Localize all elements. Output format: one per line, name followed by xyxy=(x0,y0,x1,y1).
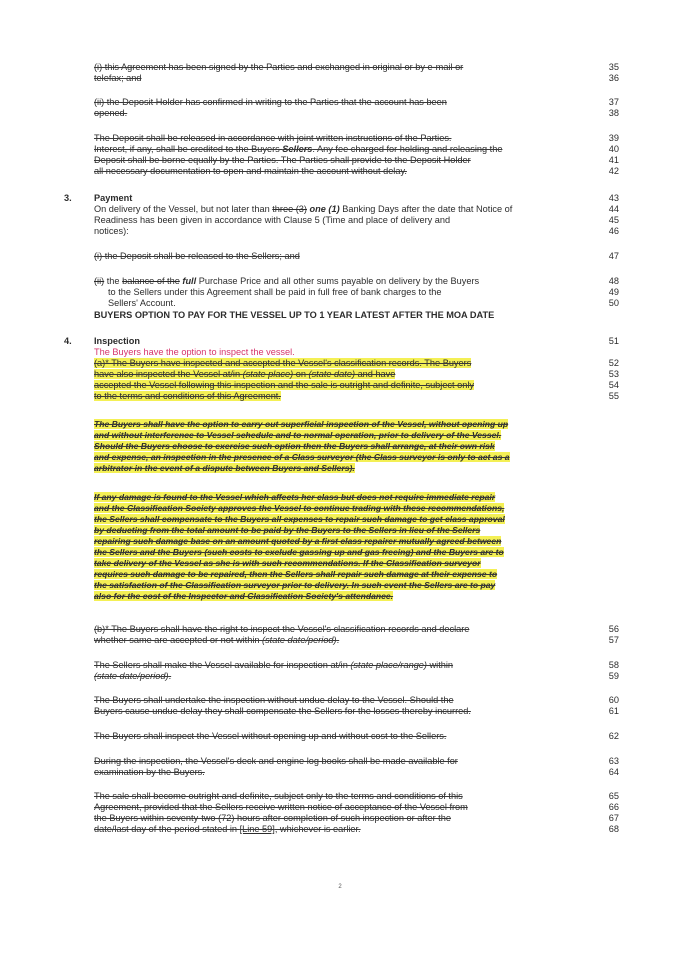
line-number: 36 xyxy=(608,73,619,83)
doc-line: Agreement, provided that the Sellers receive written notice of acceptance of the Vessel from xyxy=(94,802,468,812)
line-number: 57 xyxy=(608,635,619,645)
doc-line: (ii) the Deposit Holder has confirmed in writing to the Parties that the account has been xyxy=(94,97,447,107)
doc-line: Buyers cause undue delay they shall compensate the Sellers for the losses thereby incurred. xyxy=(94,706,471,716)
highlighted-line: and the Classification Society approves the Vessel to continue trading with these recommendations, xyxy=(94,503,505,513)
highlighted-line: If any damage is found to the Vessel which affects her class but does not require immediate repair xyxy=(94,492,496,502)
line-number: 60 xyxy=(608,695,619,705)
line-number: 65 xyxy=(608,791,619,801)
highlighted-line: the satisfaction of the Classification surveyor prior to delivery. In such event the Sellers are to pay xyxy=(94,580,496,590)
doc-line: On delivery of the Vessel, but not later than three (3) one (1) Banking Days after the date that Notice of xyxy=(94,204,513,214)
highlighted-line: arbitrator in the event of a dispute between Buyers and Sellers). xyxy=(94,463,355,473)
line-number: 58 xyxy=(608,660,619,670)
line-number: 38 xyxy=(608,108,619,118)
line-number: 46 xyxy=(608,226,619,236)
line-number: 45 xyxy=(608,215,619,225)
doc-line: all necessary documentation to open and maintain the account without delay. xyxy=(94,166,407,176)
highlighted-line: repairing such damage base on an amount quoted by a first class repairer mutually agreed between xyxy=(94,536,502,546)
highlighted-line: by deducting from the total amount to be paid by the Buyers to the Sellers in lieu of the Sellers xyxy=(94,525,481,535)
line-number: 41 xyxy=(608,155,619,165)
buyers-option-heading: BUYERS OPTION TO PAY FOR THE VESSEL UP TO 1 YEAR LATEST AFTER THE MOA DATE xyxy=(94,310,495,320)
line-number: 47 xyxy=(608,251,619,261)
line-number: 37 xyxy=(608,97,619,107)
highlighted-line: the Sellers shall compensate to the Buyers all expenses to repair such damage to get class approval xyxy=(94,514,505,524)
highlighted-line: also for the cost of the Inspector and Classification Society's attendance. xyxy=(94,591,394,601)
line-number: 55 xyxy=(608,391,619,401)
doc-line: The Buyers shall undertake the inspection without undue delay to the Vessel. Should the xyxy=(94,695,454,705)
doc-line: The Buyers shall inspect the Vessel without opening up and without cost to the Sellers. xyxy=(94,731,447,741)
highlighted-line: requires such damage to be repaired, then the Sellers shall repair such damage at their expense to xyxy=(94,569,498,579)
line-number: 52 xyxy=(608,358,619,368)
line-number: 48 xyxy=(608,276,619,286)
highlighted-line: the Sellers and the Buyers (such costs to exclude gassing up and gas freeing) and the Buyers are to xyxy=(94,547,504,557)
highlighted-line: to the terms and conditions of this Agreement. xyxy=(94,391,281,401)
cross-reference-link[interactable]: [Line 59] xyxy=(239,824,275,834)
section-title: Payment xyxy=(94,193,133,203)
line-number: 40 xyxy=(608,144,619,154)
line-number: 49 xyxy=(608,287,619,297)
doc-line: (b)* The Buyers shall have the right to inspect the Vessel's classification records and declare xyxy=(94,624,470,634)
highlighted-line: and without interference to Vessel schedule and to normal operation, prior to delivery of the Vessel. xyxy=(94,430,502,440)
highlighted-line: accepted the Vessel following this inspection and the sale is outright and definite, subject only xyxy=(94,380,474,390)
doc-line: to the Sellers under this Agreement shall be paid in full free of bank charges to the xyxy=(108,287,442,297)
inserted-clause-text: The Buyers have the option to inspect the vessel. xyxy=(94,347,295,357)
doc-line: examination by the Buyers. xyxy=(94,767,205,777)
doc-line: date/last day of the period stated in [Line 59], whichever is earlier. xyxy=(94,824,361,834)
doc-line: (state date/period). xyxy=(94,671,172,681)
line-number: 66 xyxy=(608,802,619,812)
line-number: 43 xyxy=(608,193,619,203)
line-number: 50 xyxy=(608,298,619,308)
line-number: 63 xyxy=(608,756,619,766)
highlighted-line: and expense, an inspection in the presence of a Class surveyor (the Class surveyor is only to act as a xyxy=(94,452,510,462)
section-number: 4. xyxy=(64,336,72,346)
line-number: 53 xyxy=(608,369,619,379)
highlighted-line: (a)* The Buyers have inspected and accepted the Vessel's classification records. The Buyers xyxy=(94,358,472,368)
doc-line: During the inspection, the Vessel's deck and engine log books shall be made available for xyxy=(94,756,458,766)
doc-line: Sellers' Account. xyxy=(108,298,176,308)
doc-line: telefax; and xyxy=(94,73,142,83)
line-number: 56 xyxy=(608,624,619,634)
line-number: 44 xyxy=(608,204,619,214)
section-title: Inspection xyxy=(94,336,140,346)
doc-line: whether same are accepted or not within (state date/period). xyxy=(94,635,340,645)
line-number: 54 xyxy=(608,380,619,390)
doc-line: The sale shall become outright and definite, subject only to the terms and conditions of this xyxy=(94,791,463,801)
doc-line: (ii) the balance of the full Purchase Price and all other sums payable on delivery by the Buyers xyxy=(94,276,480,286)
line-number: 67 xyxy=(608,813,619,823)
page-number: 2 xyxy=(338,884,342,890)
line-number: 62 xyxy=(608,731,619,741)
line-number: 35 xyxy=(608,62,619,72)
doc-line: (i) this Agreement has been signed by the Parties and exchanged in original or by e-mail or xyxy=(94,62,464,72)
line-number: 39 xyxy=(608,133,619,143)
line-number: 51 xyxy=(608,336,619,346)
line-number: 61 xyxy=(608,706,619,716)
doc-line: (i) the Deposit shall be released to the Sellers; and xyxy=(94,251,300,261)
doc-line: Deposit shall be borne equally by the Parties. The Parties shall provide to the Deposit Holder xyxy=(94,155,471,165)
line-number: 68 xyxy=(608,824,619,834)
section-number: 3. xyxy=(64,193,72,203)
highlighted-line: The Buyers shall have the option to carry out superficial inspection of the Vessel, without opening up xyxy=(94,419,509,429)
highlighted-line: take delivery of the Vessel as she is with such recommendations. If the Classification surveyor xyxy=(94,558,481,568)
doc-line: The Deposit shall be released in accordance with joint written instructions of the Parties. xyxy=(94,133,452,143)
line-number: 42 xyxy=(608,166,619,176)
highlighted-line: Should the Buyers choose to exercise such option then the Buyers shall arrange, at their own risk xyxy=(94,441,495,451)
doc-line: The Sellers shall make the Vessel available for inspection at/in (state place/range) within xyxy=(94,660,454,670)
highlighted-line: have also inspected the Vessel at/in (state place) on (state date) and have xyxy=(94,369,396,379)
doc-line: the Buyers within seventy-two (72) hours after completion of such inspection or after the xyxy=(94,813,451,823)
line-number: 59 xyxy=(608,671,619,681)
doc-line: notices): xyxy=(94,226,129,236)
line-number: 64 xyxy=(608,767,619,777)
doc-line: Interest, if any, shall be credited to the Buyers Sellers. Any fee charged for holding and releasing the xyxy=(94,144,503,154)
doc-line: Readiness has been given in accordance with Clause 5 (Time and place of delivery and xyxy=(94,215,451,225)
doc-line: opened. xyxy=(94,108,128,118)
